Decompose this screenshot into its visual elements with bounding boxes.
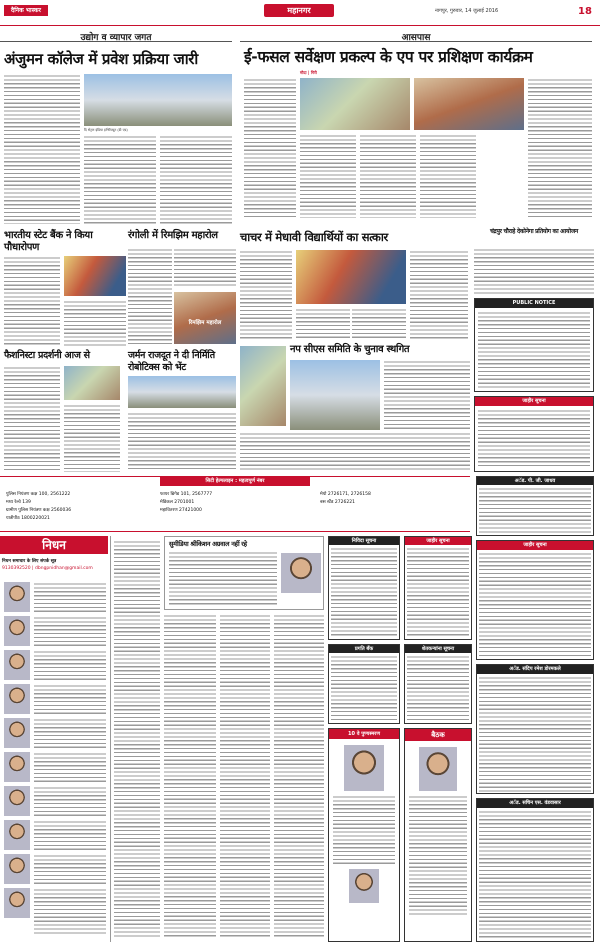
efasal-body-col1 bbox=[244, 78, 296, 218]
obituary-list-col1 bbox=[114, 540, 160, 938]
tenth-anniversary-title: 10 वे पुण्यस्मरण bbox=[329, 729, 399, 739]
tenth-anniversary-photo-2 bbox=[349, 869, 379, 903]
obituary-text bbox=[34, 854, 106, 884]
efasal-body-col2 bbox=[300, 134, 356, 218]
sbi-photo bbox=[64, 256, 126, 296]
helpline-item: महावितरण 27421000 bbox=[160, 508, 202, 513]
masthead-bar bbox=[0, 0, 600, 26]
tenth-anniversary-ad bbox=[328, 728, 400, 942]
nap-body bbox=[384, 360, 470, 430]
nap-photo-2 bbox=[290, 360, 380, 430]
obituary-text bbox=[34, 786, 106, 816]
farmers-body bbox=[407, 655, 469, 721]
masthead-logo: दैनिक भास्कर bbox=[4, 5, 48, 16]
obituary-text bbox=[34, 684, 106, 714]
tenth-anniversary-photo bbox=[344, 745, 384, 791]
chachar-body-col1 bbox=[240, 250, 292, 340]
left-section-title: उद्योग व व्यापार जगत bbox=[0, 30, 232, 42]
lawyer-title-2: अॅड. सचिन एस. वंडवासार bbox=[477, 799, 593, 808]
german-body bbox=[128, 412, 236, 472]
tenth-anniversary-body bbox=[333, 795, 395, 865]
obituary-text bbox=[34, 582, 106, 612]
efasal-body-col4 bbox=[420, 134, 476, 218]
public-notice-ad bbox=[474, 298, 594, 392]
shraddhanjali-headline: सुमीडिया श्रीकिशन अग्रवाल नहीं रहे bbox=[169, 540, 247, 548]
efasal-photo-2 bbox=[414, 78, 524, 130]
dateline: नागपुर, गुरुवार, 14 जुलाई 2016 bbox=[435, 8, 499, 14]
ashok-ad bbox=[476, 476, 594, 536]
chandrapur-body bbox=[474, 248, 594, 294]
nap-photo bbox=[240, 346, 286, 426]
rangoli-body-2 bbox=[174, 248, 236, 288]
nidhan-title: निधन bbox=[0, 536, 108, 554]
obituary-photo bbox=[4, 684, 30, 714]
baithak-photo bbox=[419, 747, 457, 791]
lawyer-ad-1 bbox=[476, 664, 594, 794]
classified-ad bbox=[404, 536, 472, 640]
chandrapur-headline: चंद्रपुर चौराहे देकोनेगा प्रतियोग का आयोजन bbox=[490, 228, 578, 235]
legal-notice-ad bbox=[474, 396, 594, 472]
legal-notice-body bbox=[478, 409, 590, 469]
anjuman-body-col2 bbox=[84, 135, 156, 225]
helpline-item: मेयो 2726171, 2726158 bbox=[320, 492, 371, 497]
obituary-list-col4 bbox=[274, 614, 324, 938]
nidhan-section bbox=[0, 536, 108, 942]
obituary-photo bbox=[4, 650, 30, 680]
obituary-text bbox=[34, 718, 106, 748]
obituary-text bbox=[34, 616, 106, 646]
rangoli-body bbox=[128, 248, 172, 346]
fashion-body-2 bbox=[64, 404, 120, 472]
classified-title: जाहीर सूचना bbox=[405, 537, 471, 545]
obituary-list-col2 bbox=[164, 614, 216, 938]
obituary-photo bbox=[4, 888, 30, 918]
anjuman-body-col3 bbox=[160, 135, 232, 225]
section-label: महानगर bbox=[264, 4, 334, 17]
pragati-title: प्रगति बँक bbox=[329, 645, 399, 653]
helpline-item: फायर ब्रिगेड 101, 2567777 bbox=[160, 492, 213, 497]
classified-body-2 bbox=[479, 552, 591, 658]
baithak-title: बैठक bbox=[405, 729, 471, 741]
nidhan-contact: 9130392520 | dbngpnidhan@gmail.com bbox=[2, 566, 93, 571]
classified-title-2: जाहीर सूचना bbox=[477, 541, 593, 550]
obituary-photo bbox=[4, 820, 30, 850]
nap-body-2 bbox=[240, 432, 470, 472]
obituary-photo bbox=[4, 786, 30, 816]
obituary-text bbox=[34, 888, 106, 936]
helpline-item: यात्रीपीठ 1800220021 bbox=[6, 516, 50, 521]
sbi-body bbox=[4, 256, 60, 346]
efasal-photo bbox=[300, 78, 410, 130]
column-divider bbox=[110, 536, 111, 942]
obituary-text bbox=[34, 752, 106, 782]
lawyer-body-1 bbox=[479, 676, 591, 792]
obituary-list-col3 bbox=[220, 614, 270, 938]
lawyer-body-2 bbox=[479, 810, 591, 940]
fashion-headline: फैशनिस्टा प्रदर्शनी आज से bbox=[4, 350, 90, 361]
rangoli-photo-label: रिमझिम महारोल bbox=[188, 320, 222, 326]
legal-notice-title: जाहीर सूचना bbox=[475, 397, 593, 406]
lawyer-title-1: अॅड. संदिप रमेश डोरमकले bbox=[477, 665, 593, 674]
baithak-body bbox=[409, 795, 467, 915]
efasal-body-col3 bbox=[360, 134, 416, 218]
ashok-title: अॅड. पी. जी. जाधव bbox=[477, 477, 593, 485]
public-notice-body bbox=[478, 311, 590, 389]
helpline-item: मेडिकल 2701001 bbox=[160, 500, 195, 505]
chachar-body-col4 bbox=[410, 250, 468, 340]
obituary-text bbox=[34, 820, 106, 850]
obituary-photo bbox=[4, 752, 30, 782]
lawyer-ad-2 bbox=[476, 798, 594, 942]
nap-headline: नप सीएस समिति के चुनाव स्थगित bbox=[290, 344, 410, 355]
helpline-item: मध्य रेल्वे 139 bbox=[6, 500, 31, 505]
obituary-photo bbox=[4, 854, 30, 884]
helpline-title: सिटी हेल्पलाइन : महत्वपूर्ण नंबर bbox=[160, 476, 310, 486]
helpline-item: पुलिस नियंत्रण कक्ष 100, 2561222 bbox=[6, 492, 71, 497]
baithak-ad bbox=[404, 728, 472, 942]
public-notice-title: PUBLIC NOTICE bbox=[475, 299, 593, 308]
obituary-text bbox=[34, 650, 106, 680]
chachar-body-col2 bbox=[296, 308, 350, 340]
chachar-body-col3 bbox=[352, 308, 406, 340]
classified-ad-2 bbox=[476, 540, 594, 660]
efasal-headline: ई-फसल सर्वेक्षण प्रकल्प के एप पर प्रशिक्षण कार्यक्रम bbox=[244, 48, 533, 66]
german-photo bbox=[128, 376, 236, 408]
sbi-headline: भारतीय स्टेट बैंक ने किया पौधारोपण bbox=[4, 230, 93, 253]
helpline-item: बस स्टैंड 2726221 bbox=[320, 500, 355, 505]
farmers-title: शेतकऱ्यांना सूचना bbox=[405, 645, 471, 653]
shraddhanjali-body bbox=[169, 551, 277, 607]
page-number: 18 bbox=[578, 6, 592, 17]
ashok-body bbox=[479, 487, 591, 533]
shraddhanjali-box bbox=[164, 536, 324, 610]
anjuman-body-col1 bbox=[4, 74, 80, 224]
obituary-photo bbox=[4, 718, 30, 748]
pragati-body bbox=[331, 655, 397, 721]
chachar-headline: चाचर में मेधावी विद्यार्थियों का सत्कार bbox=[240, 230, 388, 244]
rangoli-headline: रंगोली में रिमझिम महारोल bbox=[128, 230, 218, 241]
efasal-placename: मौदा | गिरी bbox=[300, 70, 317, 75]
tender-body bbox=[331, 547, 397, 637]
tender-ad bbox=[328, 536, 400, 640]
nidhan-subtitle: निधन समाचार के लिए संपर्क सूत्र bbox=[2, 559, 57, 564]
helpline-item: ग्रामीण पुलिस नियंत्रण कक्ष 2560036 bbox=[6, 508, 72, 513]
pragati-ad bbox=[328, 644, 400, 724]
city-helpline bbox=[0, 476, 470, 532]
classified-body bbox=[407, 547, 469, 637]
chachar-photo bbox=[296, 250, 406, 304]
farmers-ad bbox=[404, 644, 472, 724]
anjuman-photo bbox=[84, 74, 232, 126]
efasal-body-col5 bbox=[528, 78, 592, 218]
fashion-body bbox=[4, 366, 60, 472]
obituary-photo bbox=[4, 616, 30, 646]
obituary-photo bbox=[4, 582, 30, 612]
shraddhanjali-photo bbox=[281, 553, 321, 593]
sbi-body-2 bbox=[64, 300, 126, 346]
anjuman-photo-caption: दि सेट्रल इंडिया इन्स्टिट्यूट (डी एड) bbox=[84, 128, 128, 132]
tender-title: निविदा सूचना bbox=[329, 537, 399, 545]
right-section-title: आसपास bbox=[240, 30, 592, 42]
anjuman-headline: अंजुमन कॉलेज में प्रवेश प्रक्रिया जारी bbox=[4, 50, 199, 68]
german-headline: जर्मन राजदूत ने दी निर्मिति रोबोटिक्स को भेंट bbox=[128, 350, 215, 373]
fashion-photo bbox=[64, 366, 120, 400]
